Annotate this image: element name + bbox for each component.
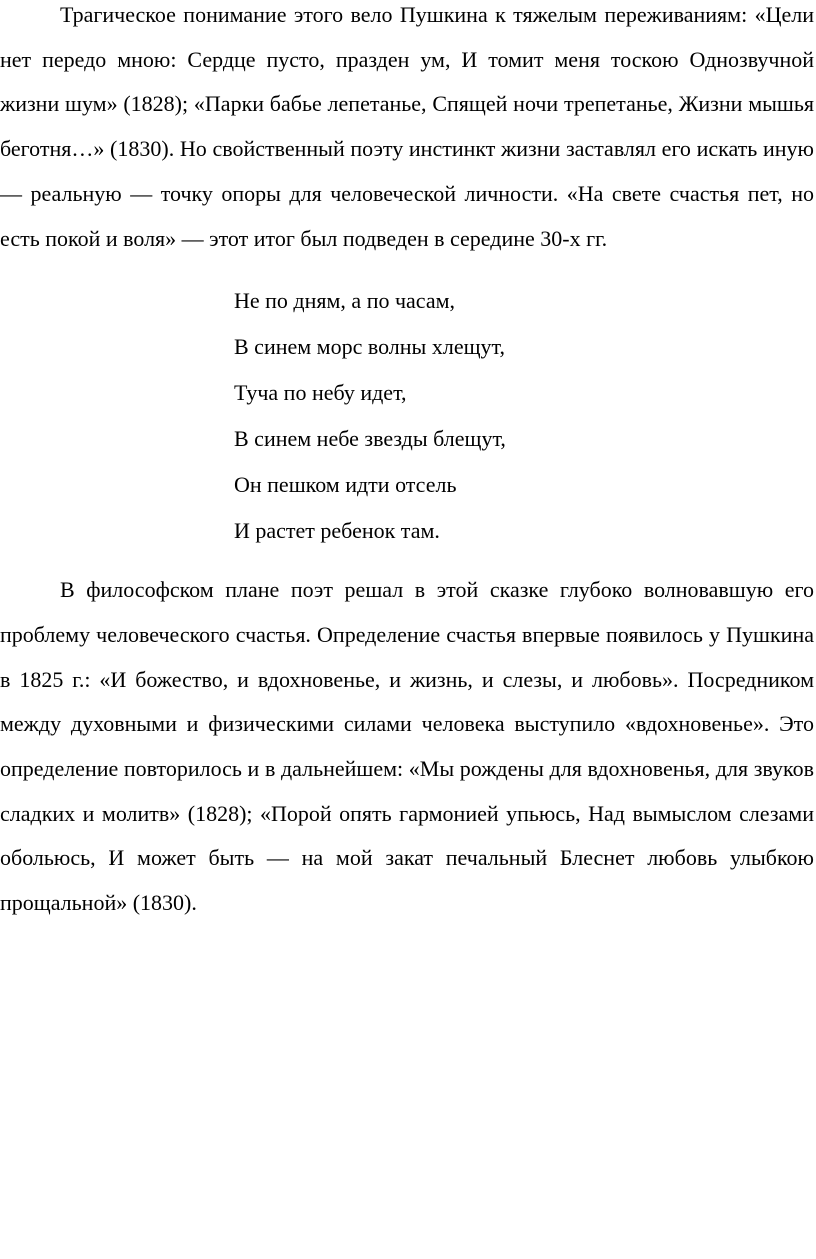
poem-block [234,278,814,554]
paragraph-intro: Трагическое понимание этого вело Пушкина к тяжелым переживаниям: «Цели нет передо мною: Сердце пусто, празден ум, И томит меня тоскою Однозвучной жизни шум» (1828); «Парки бабье лепетанье, Спящей ночи трепетанье, Жизни мышья беготня…» (1830). Но свойственный поэту инстинкт жизни заставлял его искать иную — реальную — точку опоры для человеческой личности. «На свете счастья пет, но есть покой и воля» — этот итог был подведен в середине 30-х гг. [0,2,814,251]
paragraph-philosophy: В философском плане поэт решал в этой сказке глубоко волновавшую его проблему человеческого счастья. Определение счастья впервые появилось у Пушкина в 1825 г.: «И божество, и вдохновенье, и жизнь, и слезы, и любовь». Посредником между духовными и физическими силами человека выступило «вдохновенье». Это определение повторилось и в дальнейшем: «Мы рождены для вдохновенья, для звуков сладких и молитв» (1828); «Порой опять гармонией упьюсь, Над вымыслом слезами обольюсь, И может быть — на мой закат печальный Блеснет любовь улыбкою прощальной» (1830). [0,577,814,916]
poem-line: В синем морс волны хлещут, [234,334,505,360]
poem-line: Не по дням, а по часам, [234,288,456,314]
poem-line: И растет ребенок там. [234,518,440,544]
poem-line: Он пешком идти отсель [234,472,457,498]
poem-line: Туча по небу идет, [234,380,407,406]
poem-line: В синем небе звезды блещут, [234,426,506,452]
